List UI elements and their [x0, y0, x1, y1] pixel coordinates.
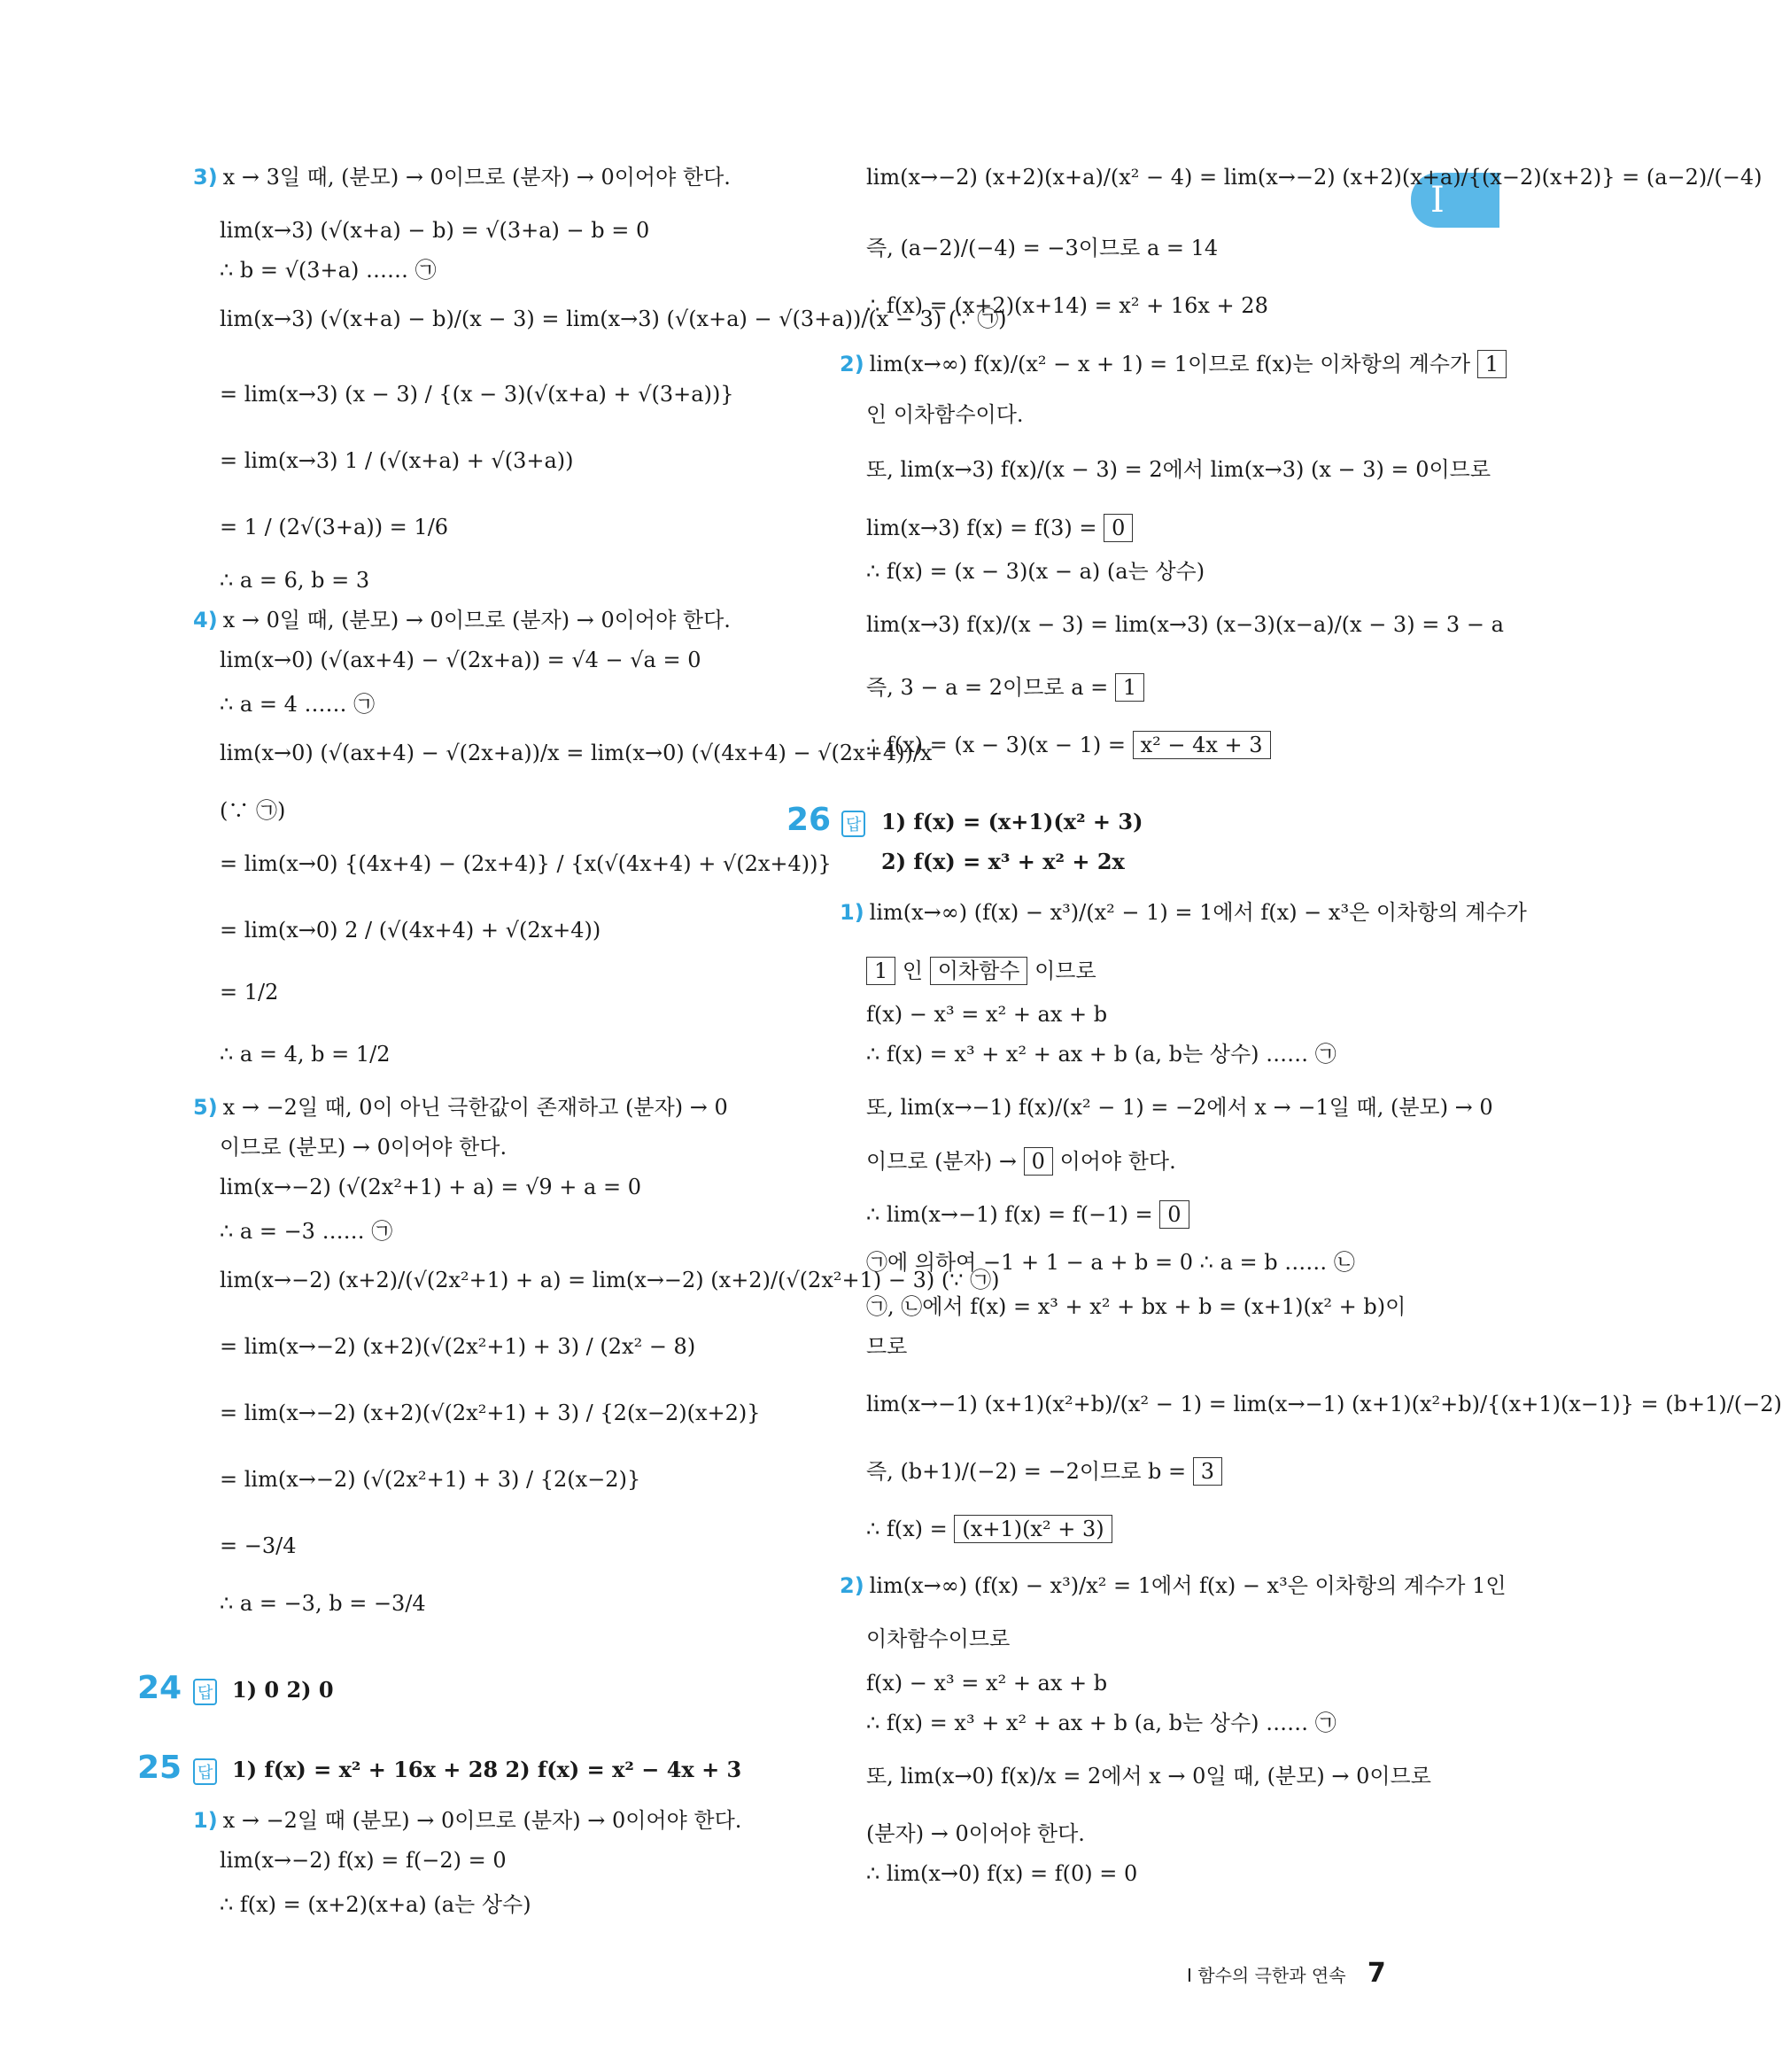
text-segment: lim(x→∞) (f(x) − x³)/(x² − 1) = 1에서 f(x) − x³은 이차항의 계수가	[869, 900, 1527, 925]
text-segment: ∴ a = 6, b = 3	[220, 568, 370, 593]
solution-line	[866, 164, 1762, 190]
page-number: 7	[1367, 1958, 1386, 1989]
solution-line	[193, 164, 731, 190]
sub-problem-number: 2)	[840, 352, 864, 376]
solution-line	[866, 558, 1205, 585]
solution-line	[866, 1763, 1431, 1789]
solution-line	[193, 1807, 741, 1834]
text-segment: lim(x→3) f(x)/(x − 3) = lim(x→3) (x−3)(x−a)/(x − 3) = 3 − a	[866, 612, 1504, 637]
text-segment: lim(x→−2) (x+2)/(√(2x²+1) + a) = lim(x→−2) (x+2)/(√(2x²+1) − 3) (∵ ㉠)	[220, 1268, 1000, 1292]
text-segment: 이차함수이므로	[866, 1626, 1011, 1651]
text-segment: 또, lim(x→3) f(x)/(x − 3) = 2에서 lim(x→3) (x − 3) = 0이므로	[866, 457, 1491, 482]
solution-line	[866, 1041, 1336, 1067]
solution-line	[220, 1400, 761, 1426]
solution-line	[866, 1710, 1336, 1736]
text-segment: = lim(x→−2) (√(2x²+1) + 3) / {2(x−2)}	[220, 1467, 641, 1492]
problem-25-answer: 1) f(x) = x² + 16x + 28 2) f(x) = x² − 4x + 3	[232, 1757, 742, 1782]
answer-box: 0	[1159, 1200, 1189, 1229]
solution-line	[866, 1626, 1010, 1652]
text-segment: = 1 / (2√(3+a)) = 1/6	[220, 515, 449, 539]
solution-line	[220, 1174, 641, 1200]
sub-problem-number: 1)	[840, 900, 864, 925]
solution-line	[220, 1333, 695, 1360]
solution-line	[866, 401, 1024, 428]
answer-box: 1	[1477, 350, 1507, 378]
text-segment: = lim(x→0) 2 / (√(4x+4) + √(2x+4))	[220, 918, 601, 943]
problem-26-answer-badge: 답	[841, 811, 865, 837]
solution-line	[220, 1891, 531, 1918]
solution-line	[866, 731, 1271, 759]
text-segment: 또, lim(x→−1) f(x)/(x² − 1) = −2에서 x → −1일 때, (분모) → 0	[866, 1095, 1493, 1120]
text-segment: ∴ f(x) = (x+2)(x+14) = x² + 16x + 28	[866, 293, 1268, 318]
text-segment: 므로	[866, 1334, 908, 1359]
solution-line	[866, 1249, 1355, 1276]
solution-line	[840, 899, 1527, 926]
text-segment: = lim(x→3) (x − 3) / {(x − 3)(√(x+a) + √(3+a))}	[220, 382, 734, 407]
text-segment: lim(x→−2) (x+2)(x+a)/(x² − 4) = lim(x→−2) (x+2)(x+a)/{(x−2)(x+2)} = (a−2)/(−4)	[866, 165, 1763, 190]
sub-problem-number: 1)	[193, 1808, 218, 1833]
solution-line	[220, 1533, 296, 1559]
text-segment: ∴ a = −3, b = −3/4	[220, 1591, 426, 1616]
sub-problem-number: 5)	[193, 1095, 218, 1120]
solution-line	[866, 957, 1096, 985]
answer-box: x² − 4x + 3	[1133, 731, 1271, 759]
solution-line	[866, 1515, 1112, 1543]
answer-box: (x+1)(x² + 3)	[954, 1515, 1112, 1543]
text-segment: lim(x→∞) f(x)/(x² − x + 1) = 1이므로 f(x)는 이차항의 계수가	[869, 352, 1477, 376]
text-segment: lim(x→0) (√(ax+4) − √(2x+a)) = √4 − √a = 0	[220, 648, 701, 672]
solution-line	[220, 257, 437, 283]
text-segment: = 1/2	[220, 980, 279, 1005]
text-segment: ∴ b = √(3+a) …… ㉠	[220, 258, 437, 283]
solution-line	[866, 1391, 1782, 1417]
text-segment: (∵ ㉠)	[220, 798, 286, 823]
solution-line	[220, 217, 649, 244]
text-segment: x → −2일 때, 0이 아닌 극한값이 존재하고 (분자) → 0	[222, 1095, 728, 1120]
text-segment: = lim(x→0) {(4x+4) − (2x+4)} / {x(√(4x+4) + √(2x+4))}	[220, 851, 832, 876]
solution-line	[220, 691, 375, 718]
text-segment: 즉, (b+1)/(−2) = −2이므로 b =	[866, 1459, 1193, 1484]
solution-line	[220, 1041, 390, 1067]
solution-line	[840, 1572, 1507, 1599]
solution-line	[220, 1590, 426, 1617]
problem-25-answer-badge: 답	[193, 1758, 217, 1785]
answer-box: 1	[866, 957, 895, 985]
solution-line	[840, 350, 1507, 378]
solution-line	[220, 567, 369, 594]
solution-line	[220, 647, 701, 673]
text-segment: ㉠, ㉡에서 f(x) = x³ + x² + bx + b = (x+1)(x² + b)이	[866, 1294, 1406, 1319]
solution-line	[220, 740, 932, 766]
text-segment: = −3/4	[220, 1533, 297, 1558]
solution-line	[866, 673, 1144, 702]
text-segment: lim(x→3) (√(x+a) − b)/(x − 3) = lim(x→3) (√(x+a) − √(3+a))/(x − 3) (∵ ㉠)	[220, 307, 1007, 331]
solution-line	[220, 979, 278, 1005]
solution-line	[866, 292, 1268, 319]
solution-line	[866, 1094, 1493, 1121]
text-segment: ∴ lim(x→−1) f(x) = f(−1) =	[866, 1202, 1160, 1227]
solution-line	[866, 514, 1133, 542]
text-segment: ∴ f(x) = (x+2)(x+a) (a는 상수)	[220, 1892, 531, 1917]
text-segment: ∴ lim(x→0) f(x) = f(0) = 0	[866, 1861, 1138, 1886]
text-segment: ∴ f(x) =	[866, 1517, 955, 1541]
problem-24-answer-badge: 답	[193, 1679, 217, 1705]
text-segment: 이므로 (분자) →	[866, 1149, 1024, 1174]
answer-box: 3	[1193, 1457, 1222, 1486]
solution-line	[866, 1670, 1107, 1696]
text-segment: f(x) − x³ = x² + ax + b	[866, 1002, 1108, 1027]
problem-25-number: 25	[137, 1750, 182, 1786]
text-segment: ∴ f(x) = (x − 3)(x − 1) =	[866, 733, 1133, 757]
footer-chapter: I 함수의 극한과 연속	[1187, 1965, 1346, 1986]
text-segment: 인 이차함수이다.	[866, 402, 1024, 427]
text-segment: 이어야 한다.	[1052, 1149, 1176, 1174]
solution-line	[866, 1293, 1406, 1320]
text-segment: 이므로	[1027, 958, 1096, 983]
solution-line	[220, 917, 600, 943]
solution-line	[220, 1134, 507, 1160]
page-footer	[1187, 1958, 1386, 1989]
text-segment: (분자) → 0이어야 한다.	[866, 1821, 1085, 1846]
text-segment: ㉠에 의하여 −1 + 1 − a + b = 0 ∴ a = b …… ㉡	[866, 1250, 1355, 1275]
solution-line	[220, 1466, 640, 1493]
text-segment: x → 0일 때, (분모) → 0이므로 (분자) → 0이어야 한다.	[222, 608, 731, 632]
problem-26-answer-1: 1) f(x) = (x+1)(x² + 3)	[881, 809, 1143, 834]
solution-line	[220, 1218, 392, 1245]
answer-box: 1	[1115, 673, 1144, 702]
text-segment: x → 3일 때, (분모) → 0이므로 (분자) → 0이어야 한다.	[222, 165, 731, 190]
text-segment: lim(x→−1) (x+1)(x²+b)/(x² − 1) = lim(x→−1) (x+1)(x²+b)/{(x+1)(x−1)} = (b+1)/(−2)	[866, 1392, 1782, 1416]
text-segment: ∴ f(x) = x³ + x² + ax + b (a, b는 상수) …… ㉠	[866, 1711, 1336, 1735]
sub-problem-number: 2)	[840, 1573, 864, 1598]
solution-line	[866, 1820, 1085, 1847]
text-segment: lim(x→−2) f(x) = f(−2) = 0	[220, 1848, 507, 1873]
solution-line	[866, 1200, 1189, 1229]
text-segment: = lim(x→−2) (x+2)(√(2x²+1) + 3) / (2x² − 8)	[220, 1334, 696, 1359]
solution-line	[220, 1847, 507, 1874]
text-segment: x → −2일 때 (분모) → 0이므로 (분자) → 0이어야 한다.	[222, 1808, 742, 1833]
text-segment: f(x) − x³ = x² + ax + b	[866, 1671, 1108, 1696]
problem-24-answer: 1) 0 2) 0	[232, 1677, 334, 1703]
solution-line	[866, 1147, 1176, 1176]
text-segment: lim(x→0) (√(ax+4) − √(2x+a))/x = lim(x→0) (√(4x+4) − √(2x+4))/x	[220, 741, 933, 765]
solution-line	[866, 1001, 1107, 1028]
solution-line	[866, 456, 1491, 483]
solution-line	[193, 607, 731, 633]
text-segment: ∴ a = 4 …… ㉠	[220, 692, 376, 717]
text-segment: = lim(x→3) 1 / (√(x+a) + √(3+a))	[220, 448, 574, 473]
solution-line	[866, 1860, 1137, 1887]
answer-box: 0	[1024, 1147, 1053, 1176]
solution-line	[220, 381, 734, 407]
text-segment: 이므로 (분모) → 0이어야 한다.	[220, 1135, 507, 1160]
text-segment: lim(x→3) f(x) = f(3) =	[866, 516, 1104, 540]
text-segment: ∴ a = 4, b = 1/2	[220, 1042, 391, 1067]
text-segment: 인	[895, 958, 930, 983]
text-segment: = lim(x→−2) (x+2)(√(2x²+1) + 3) / {2(x−2)(x+2)}	[220, 1401, 761, 1425]
solution-line	[866, 1457, 1222, 1486]
solution-line	[866, 235, 1218, 261]
solution-line	[220, 797, 285, 824]
answer-box: 이차함수	[930, 957, 1028, 985]
solution-line	[220, 514, 448, 540]
problem-24-number: 24	[137, 1670, 182, 1706]
text-segment: 즉, 3 − a = 2이므로 a =	[866, 675, 1115, 700]
solution-line	[220, 850, 832, 877]
solution-line	[220, 447, 574, 474]
answer-box: 0	[1104, 514, 1133, 542]
problem-26-answer-2: 2) f(x) = x³ + x² + 2x	[881, 849, 1125, 874]
text-segment: 즉, (a−2)/(−4) = −3이므로 a = 14	[866, 236, 1219, 260]
sub-problem-number: 4)	[193, 608, 218, 632]
solution-line	[193, 1094, 728, 1121]
text-segment: ∴ a = −3 …… ㉠	[220, 1219, 393, 1244]
text-segment: ∴ f(x) = (x − 3)(x − a) (a는 상수)	[866, 559, 1205, 584]
text-segment: lim(x→3) (√(x+a) − b) = √(3+a) − b = 0	[220, 218, 650, 243]
problem-26-number: 26	[786, 802, 832, 838]
sub-problem-number: 3)	[193, 165, 218, 190]
text-segment: ∴ f(x) = x³ + x² + ax + b (a, b는 상수) …… ㉠	[866, 1042, 1336, 1067]
chapter-tab: I	[1411, 173, 1499, 228]
solution-line	[866, 1333, 907, 1360]
text-segment: lim(x→−2) (√(2x²+1) + a) = √9 + a = 0	[220, 1175, 641, 1199]
solution-line	[866, 611, 1504, 638]
text-segment: lim(x→∞) (f(x) − x³)/x² = 1에서 f(x) − x³은 이차항의 계수가 1인	[869, 1573, 1507, 1598]
text-segment: 또, lim(x→0) f(x)/x = 2에서 x → 0일 때, (분모) → 0이므로	[866, 1764, 1431, 1789]
